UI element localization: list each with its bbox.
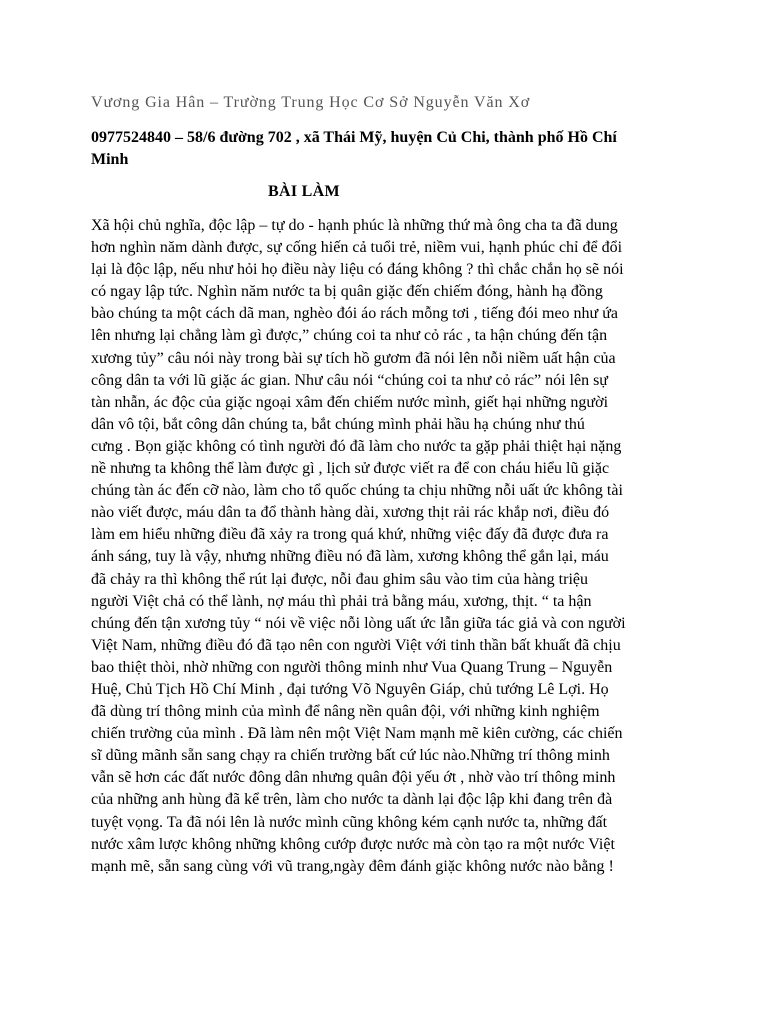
essay-line: vẫn sẽ hơn các đất nước đông dân nhưng quân đội yếu ớt , nhờ vào trí thông minh — [91, 769, 616, 787]
essay-line: hơn nghìn năm dành được, sự cống hiến cả tuổi trẻ, niềm vui, hạnh phúc chỉ để đổi — [91, 239, 623, 257]
essay-line: tuyệt vọng. Ta đã nói lên là nước mình cũng không kém cạnh nước ta, những đất — [91, 813, 608, 831]
author-line: Vương Gia Hân – Trường Trung Học Cơ Sở Nguyễn Văn Xơ — [91, 94, 531, 111]
essay-line: chiến trường của mình . Đã làm nên một Việt Nam mạnh mẽ kiên cường, các chiến — [91, 725, 623, 743]
essay-line: người Việt chả có thể lành, nợ máu thì phải trả bằng máu, xương, thịt. “ ta hận — [91, 592, 592, 610]
address-line — [91, 127, 696, 171]
address-line-1: 0977524840 – 58/6 đường 702 , xã Thái Mỹ, huyện Củ Chi, thành phố Hồ Chí — [91, 129, 617, 146]
essay-line: của những anh hùng đã kể trên, làm cho nước ta dành lại độc lập khi đang trên đà — [91, 791, 613, 809]
essay-line: xương tủy” câu nói này trong bài sự tích hồ gươm đã nói lên nỗi niềm uất hận của — [91, 349, 616, 367]
essay-line: Việt Nam, những điều đó đã tạo nên con người Việt với tinh thần bất khuất đã chịu — [91, 636, 621, 654]
essay-title: BÀI LÀM — [268, 183, 340, 200]
essay-line: nề nhưng ta không thể làm được gì , lịch sử được viết ra để con cháu hiểu lũ giặc — [91, 460, 610, 478]
essay-line: cưng . Bọn giặc không có tình người đó đã làm cho nước ta gặp phải thiệt hại nặng — [91, 437, 622, 455]
essay-line: ánh sáng, tuy là vậy, nhưng những điều nó đã làm, xương không thể gắn lại, máu — [91, 548, 609, 566]
essay-line: nào viết được, máu dân ta đổ thành hàng dài, xương thịt rải rác khắp nơi, điều đó — [91, 504, 610, 522]
essay-line: đã chảy ra thì không thể rút lại được, nỗi đau ghim sâu vào tim của hàng triệu — [91, 570, 588, 588]
essay-body — [91, 215, 691, 878]
essay-line: tàn nhẫn, ác độc của giặc ngoại xâm đến chiếm nước mình, giết hại những người — [91, 393, 609, 411]
essay-line: chúng tàn ác đến cỡ nào, làm cho tổ quốc chúng ta chịu những nỗi uất ức không tài — [91, 482, 623, 500]
essay-line: chúng đến tận xương tủy “ nói về việc nỗi lòng uất ức lẫn giữa tác giả và con người — [91, 614, 626, 632]
essay-line: dân vô tội, bắt công dân chúng ta, bắt chúng mình phải hầu hạ chúng như thú — [91, 415, 585, 433]
essay-line: Xã hội chủ nghĩa, độc lập – tự do - hạnh phúc là những thứ mà ông cha ta đã dung — [91, 217, 618, 234]
address-line-2: Minh — [91, 151, 129, 168]
essay-line: mạnh mẽ, sẵn sang cùng với vũ trang,ngày đêm đánh giặc không nước nào bằng ! — [91, 857, 614, 875]
essay-line: công dân ta với lũ giặc ác gian. Như câu nói “chúng coi ta như cỏ rác” nói lên sự — [91, 371, 608, 389]
essay-line: Huệ, Chủ Tịch Hồ Chí Minh , đại tướng Võ Nguyên Giáp, chủ tướng Lê Lợi. Họ — [91, 680, 609, 698]
essay-line: có ngay lập tức. Nghìn năm nước ta bị quân giặc đến chiếm đóng, hành hạ đồng — [91, 283, 603, 301]
essay-line: lại là độc lập, nếu như hỏi họ điều này liệu có đáng không ? thì chắc chắn họ sẽ nói — [91, 261, 624, 279]
essay-line: bao thiệt thòi, nhờ những con người thông minh như Vua Quang Trung – Nguyễn — [91, 658, 613, 676]
essay-line: sĩ dũng mãnh sẵn sang chạy ra chiến trường bất cứ lúc nào.Những trí thông minh — [91, 747, 610, 765]
essay-line: bào chúng ta một cách dã man, nghèo đói áo rách mỗng tơi , tiếng đói meo như ứa — [91, 305, 618, 323]
essay-line: lên nhưng lại chẳng làm gì được,” chúng coi ta như cỏ rác , ta hận chúng đến tận — [91, 327, 608, 345]
essay-line: làm em hiểu những điều đã xảy ra trong quá khứ, những việc đấy đã được đưa ra — [91, 526, 609, 544]
essay-line: đã dùng trí thông minh của mình để nâng nền quân đội, với những kinh nghiệm — [91, 703, 600, 721]
essay-line: nước xâm lược không những không cướp được nước mà còn tạo ra một nước Việt — [91, 835, 615, 853]
